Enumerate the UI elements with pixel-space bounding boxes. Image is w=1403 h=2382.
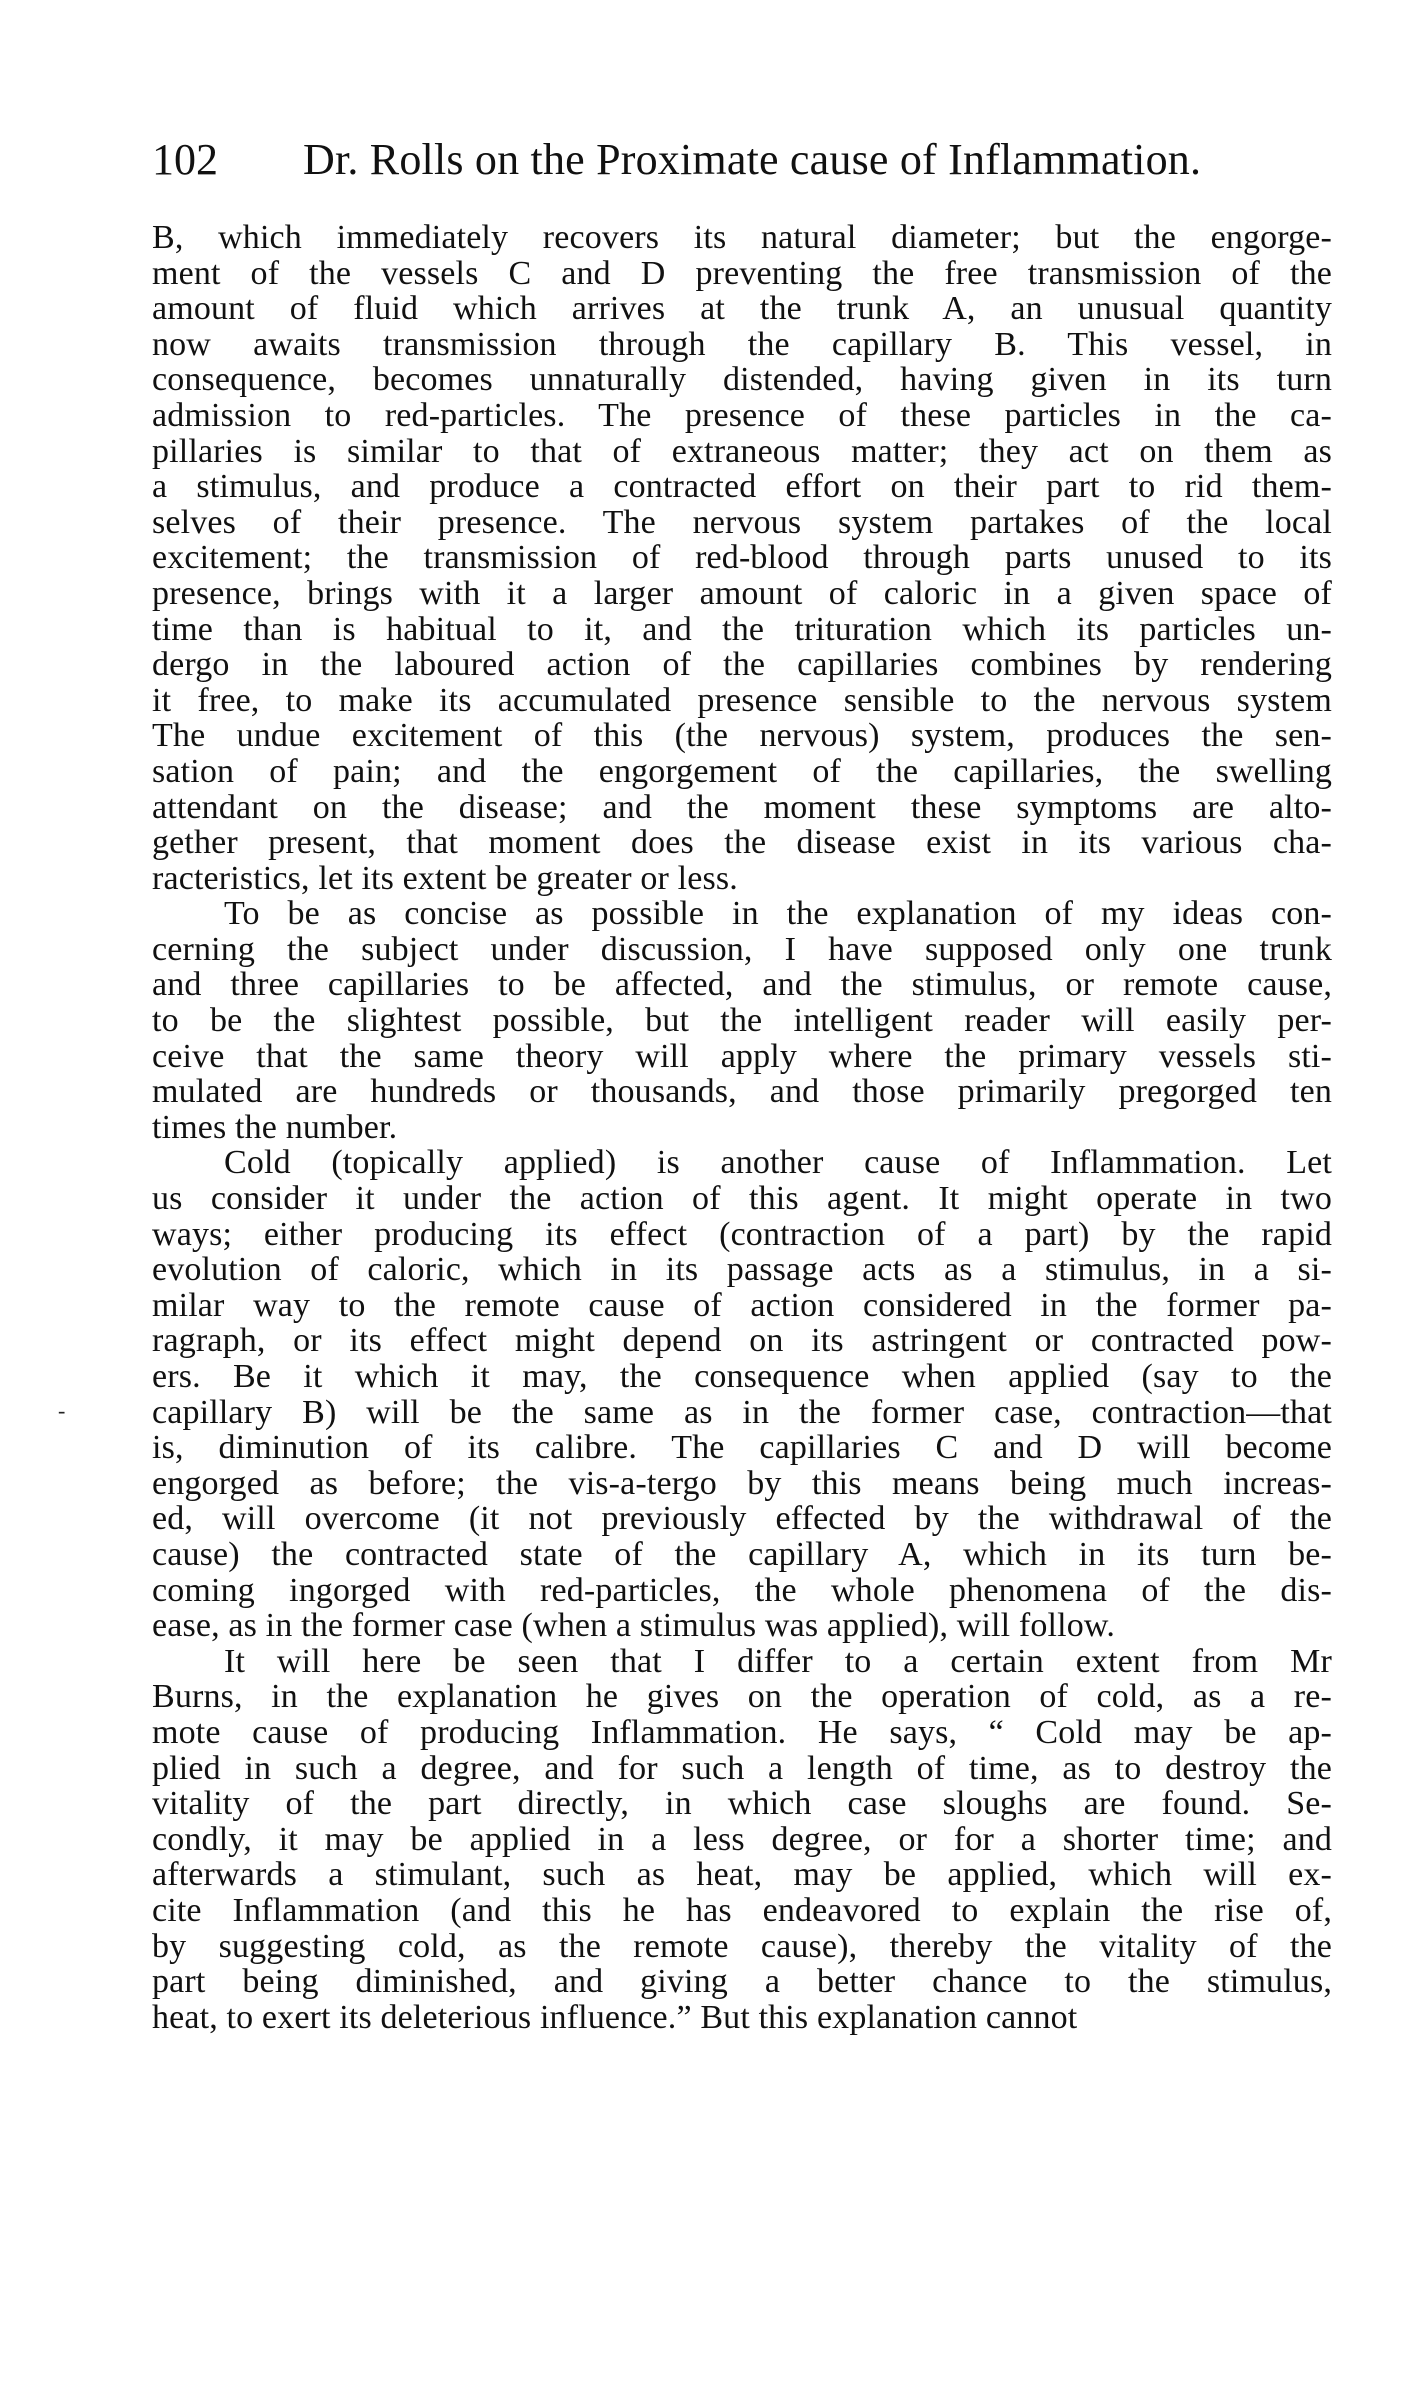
text-line: heat, to exert its deleterious influence.” But this explanation cannot: [152, 1999, 1078, 2036]
text-line: plied in such a degree, and for such a length of time, as to destroy the: [152, 1750, 1332, 1787]
text-line: ceive that the same theory will apply where the primary vessels sti-: [152, 1038, 1332, 1075]
text-line: afterwards a stimulant, such as heat, may be applied, which will ex-: [152, 1857, 1332, 1893]
text-line: mote cause of producing Inflammation. He says, “ Cold may be ap-: [152, 1714, 1332, 1751]
text-line: to be the slightest possible, but the intelligent reader will easily per-: [152, 1003, 1332, 1039]
text-line: gether present, that moment does the disease exist in its various cha-: [152, 825, 1332, 861]
text-line: times the number.: [152, 1109, 398, 1146]
text-line: attendant on the disease; and the moment these symptoms are alto-: [152, 789, 1332, 826]
text-line: ragraph, or its effect might depend on its astringent or contracted pow-: [152, 1323, 1332, 1359]
text-line: pillaries is similar to that of extraneous matter; they act on them as: [152, 433, 1332, 470]
text-line: ease, as in the former case (when a stimulus was applied), will follow.: [152, 1608, 1115, 1644]
text-line: Burns, in the explanation he gives on the operation of cold, as a re-: [152, 1679, 1332, 1715]
text-line: engorged as before; the vis-a-tergo by this means being much increas-: [152, 1465, 1332, 1502]
text-line: ways; either producing its effect (contraction of a part) by the rapid: [152, 1216, 1332, 1253]
text-line: capillary B) will be the same as in the former case, contraction—that: [152, 1394, 1332, 1431]
text-line: coming ingorged with red-particles, the whole phenomena of the dis-: [152, 1572, 1332, 1609]
body-text: [152, 220, 1332, 2035]
text-line: is, diminution of its calibre. The capillaries C and D will become: [152, 1430, 1332, 1466]
text-line: condly, it may be applied in a less degree, or for a shorter time; and: [152, 1821, 1332, 1858]
text-line: a stimulus, and produce a contracted effort on their part to rid them-: [152, 469, 1332, 505]
text-line: presence, brings with it a larger amount of caloric in a given space of: [152, 575, 1332, 612]
text-line: vitality of the part directly, in which case sloughs are found. Se-: [152, 1786, 1332, 1822]
text-line: cite Inflammation (and this he has endeavored to explain the rise of,: [152, 1892, 1332, 1929]
text-line: consequence, becomes unnaturally distended, having given in its turn: [152, 362, 1332, 398]
text-line: B, which immediately recovers its natural diameter; but the engorge-: [152, 220, 1332, 256]
text-line: time than is habitual to it, and the trituration which its particles un-: [152, 611, 1332, 648]
text-line: It will here be seen that I differ to a certain extent from Mr: [224, 1643, 1332, 1680]
text-line: ed, will overcome (it not previously effected by the withdrawal of the: [152, 1501, 1332, 1537]
text-line: amount of fluid which arrives at the trunk A, an unusual quantity: [152, 291, 1332, 327]
text-line: now awaits transmission through the capillary B. This vessel, in: [152, 326, 1332, 363]
text-line: milar way to the remote cause of action considered in the former pa-: [152, 1287, 1332, 1324]
text-line: part being diminished, and giving a better chance to the stimulus,: [152, 1964, 1332, 2000]
page-header: [152, 132, 1332, 188]
text-line: admission to red-particles. The presence of these particles in the ca-: [152, 397, 1332, 434]
text-line: by suggesting cold, as the remote cause), thereby the vitality of the: [152, 1928, 1332, 1965]
text-line: it free, to make its accumulated presence sensible to the nervous system: [152, 682, 1332, 719]
text-line: evolution of caloric, which in its passage acts as a stimulus, in a si-: [152, 1252, 1332, 1288]
text-line: us consider it under the action of this agent. It might operate in two: [152, 1181, 1332, 1217]
text-line: mulated are hundreds or thousands, and those primarily pregorged ten: [152, 1074, 1332, 1110]
text-line: excitement; the transmission of red-blood through parts unused to its: [152, 540, 1332, 576]
text-line: selves of their presence. The nervous system partakes of the local: [152, 504, 1332, 541]
text-line: and three capillaries to be affected, and the stimulus, or remote cause,: [152, 967, 1332, 1004]
text-line: ers. Be it which it may, the consequence when applied (say to the: [152, 1359, 1332, 1395]
text-line: racteristics, let its extent be greater or less.: [152, 860, 738, 897]
running-title: Dr. Rolls on the Proximate cause of Inflammation.: [303, 135, 1202, 184]
text-line: ment of the vessels C and D preventing the free transmission of the: [152, 255, 1332, 292]
margin-mark: -: [58, 1398, 66, 1423]
text-line: sation of pain; and the engorgement of the capillaries, the swelling: [152, 753, 1332, 790]
text-line: The undue excitement of this (the nervous) system, produces the sen-: [152, 718, 1332, 754]
text-line: dergo in the laboured action of the capillaries combines by rendering: [152, 647, 1332, 683]
text-line: cause) the contracted state of the capillary A, which in its turn be-: [152, 1536, 1332, 1573]
text-line: To be as concise as possible in the explanation of my ideas con-: [224, 896, 1332, 932]
text-line: Cold (topically applied) is another cause of Inflammation. Let: [224, 1145, 1332, 1182]
text-line: cerning the subject under discussion, I have supposed only one trunk: [152, 931, 1332, 968]
page-number: 102: [152, 135, 218, 184]
